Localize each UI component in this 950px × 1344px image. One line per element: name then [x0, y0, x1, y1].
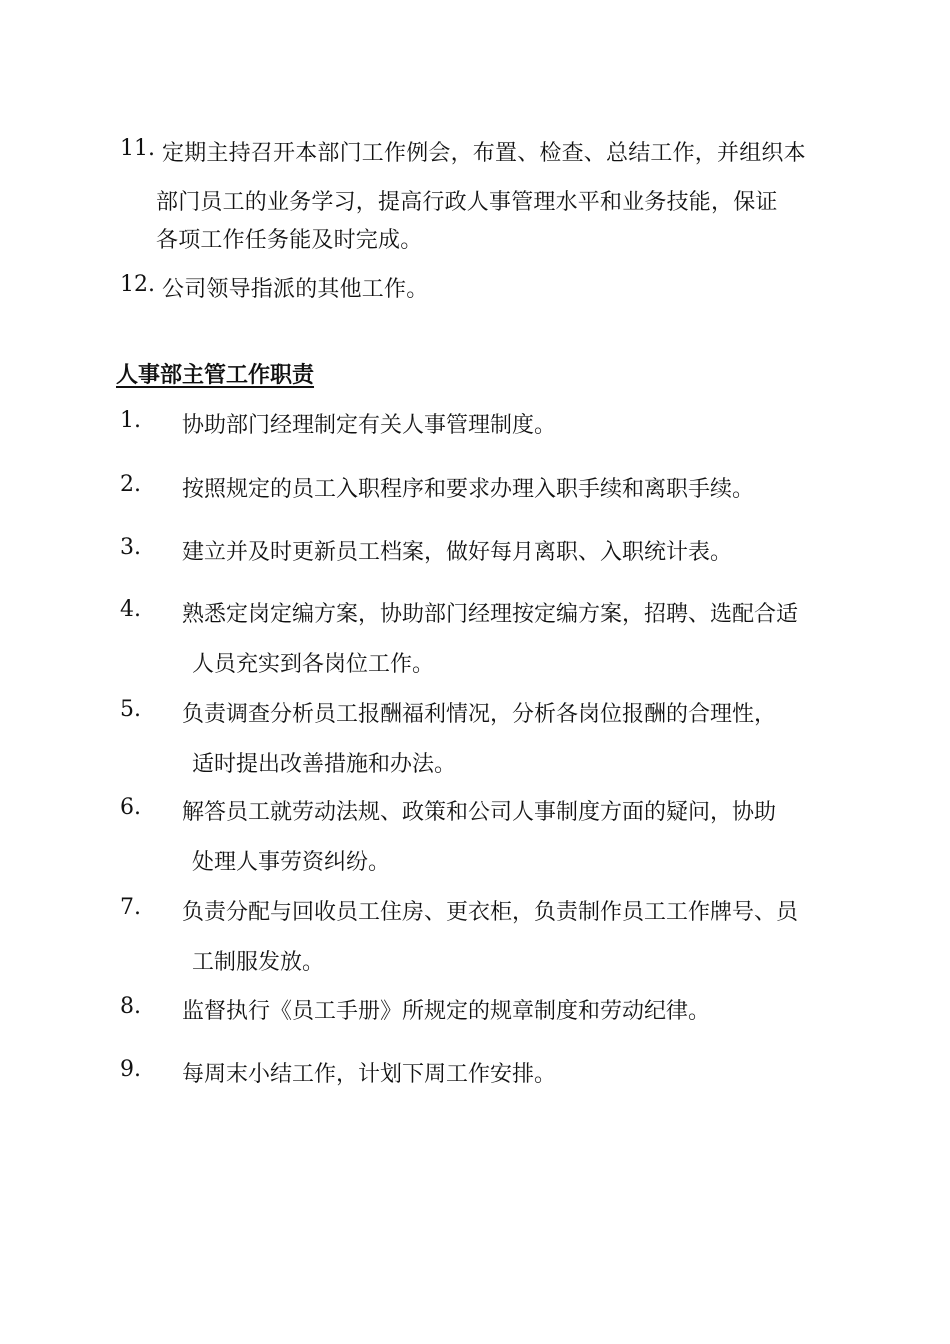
section-title: 人事部主管工作职责: [116, 362, 315, 388]
duty-number: 4.: [120, 597, 141, 622]
item-text-line: 定期主持召开本部门工作例会，布置、检查、总结工作，并组织本: [162, 141, 806, 166]
item-number: 11.: [120, 136, 155, 161]
item-text-line: 公司领导指派的其他工作。: [162, 277, 429, 302]
duty-number: 2.: [120, 472, 141, 497]
duty-text-line: 适时提出改善措施和办法。: [192, 752, 457, 777]
duty-text-line: 处理人事劳资纠纷。: [192, 850, 391, 875]
item-text-line: 部门员工的业务学习，提高行政人事管理水平和业务技能，保证: [156, 190, 778, 215]
duty-text-line: 工制服发放。: [192, 950, 325, 975]
duty-text-line: 负责调查分析员工报酬福利情况，分析各岗位报酬的合理性，: [182, 702, 777, 727]
duty-number: 8.: [120, 994, 141, 1019]
duty-text-line: 建立并及时更新员工档案，做好每月离职、入职统计表。: [182, 540, 733, 565]
duty-number: 9.: [120, 1057, 141, 1082]
duty-text-line: 监督执行《员工手册》所规定的规章制度和劳动纪律。: [182, 999, 711, 1024]
duty-number: 5.: [120, 697, 141, 722]
duty-text-line: 每周末小结工作，计划下周工作安排。: [182, 1062, 557, 1087]
duty-number: 1.: [120, 408, 141, 433]
duty-number: 6.: [120, 795, 141, 820]
item-number: 12.: [120, 272, 155, 297]
item-text-line: 各项工作任务能及时完成。: [156, 228, 423, 253]
duty-text-line: 协助部门经理制定有关人事管理制度。: [182, 413, 557, 438]
duty-number: 7.: [120, 895, 141, 920]
duty-text-line: 熟悉定岗定编方案，协助部门经理按定编方案，招聘、选配合适: [182, 602, 799, 627]
duty-text-line: 解答员工就劳动法规、政策和公司人事制度方面的疑问，协助: [182, 800, 777, 825]
duty-text-line: 人员充实到各岗位工作。: [192, 652, 435, 677]
duty-number: 3.: [120, 535, 141, 560]
duty-text-line: 按照规定的员工入职程序和要求办理入职手续和离职手续。: [182, 477, 755, 502]
duty-text-line: 负责分配与回收员工住房、更衣柜，负责制作员工工作牌号、员: [182, 900, 799, 925]
